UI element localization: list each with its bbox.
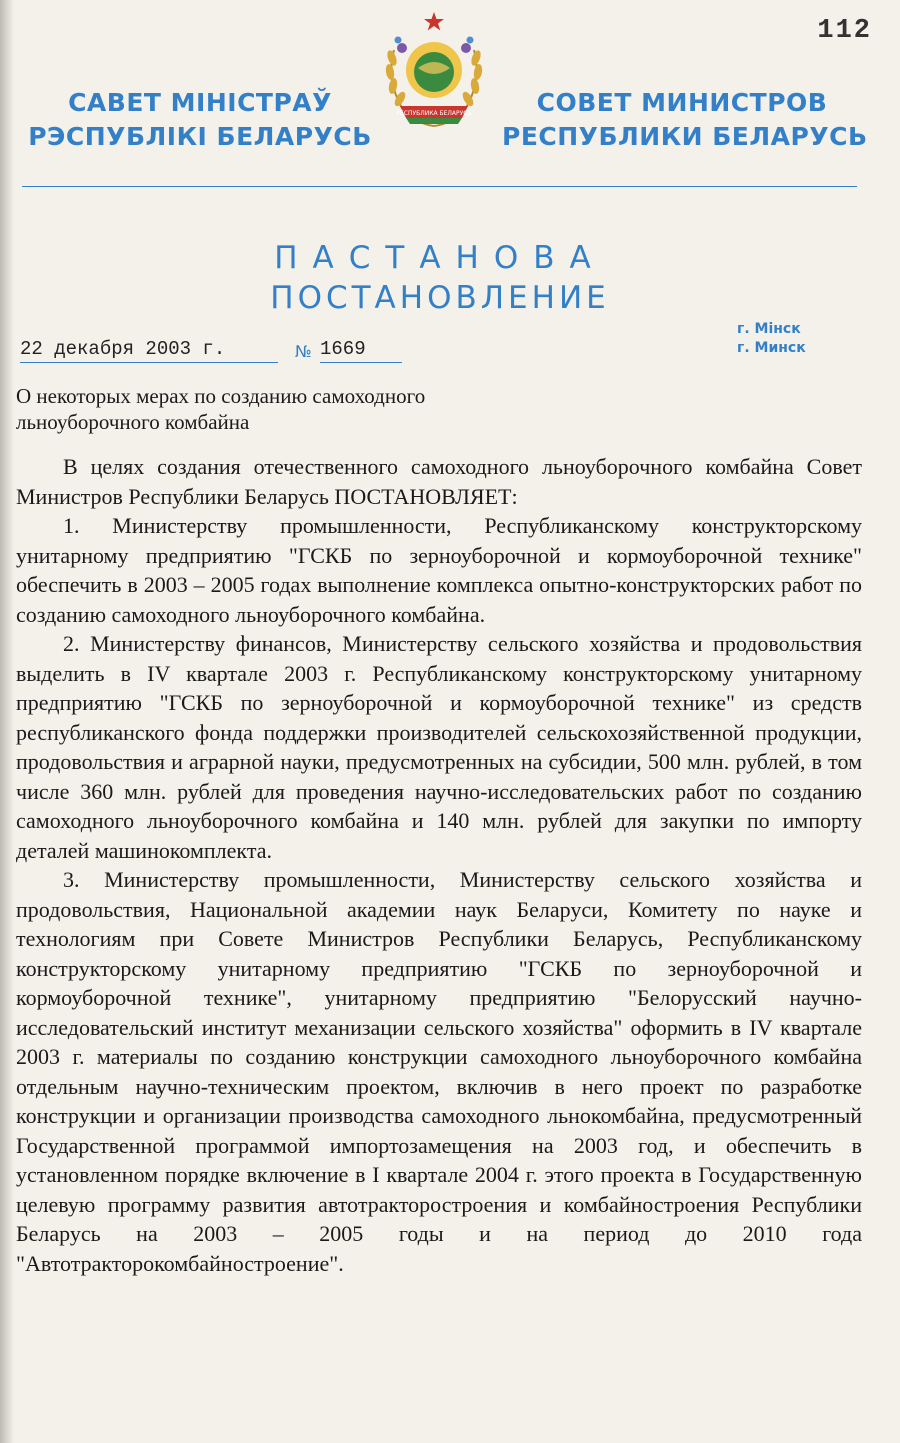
doc-type-belarusian: ПАСТАНОВА — [274, 240, 606, 276]
org-name-by-line-1: САВЕТ МІНІСТРАЎ — [68, 88, 332, 117]
city-russian: г. Минск — [737, 340, 806, 356]
emblem-ribbon-text: РЕСПУБЛИКА БЕЛАРУСЬ — [396, 110, 472, 117]
document-number: 1669 — [320, 338, 402, 363]
paragraph-item-3: 3. Министерству промышленности, Министерству сельского хозяйства и продовольствия, Национальной академии наук Беларуси, Комитету по науке и технологиям при Совете Министров Республики Беларусь, Республиканскому конструкторскому унитарному предприятию "ГСКБ по зерноуборочной и кормоуборочной технике", унитарному предприятию "Белорусский научно-исследовательский институт механизации сельского хозяйства" оформить в IV квартале 2003 г. материалы по созданию конструкции самоходного льноуборочного комбайна отдельным научно-техническим проектом, включив в него проект по разработке конструкции и организации производства самоходного льнокомбайна, предусмотренный Государственной программой импортозамещения на 2003 год, и обеспечить в установленном порядке включение в I квартале 2004 г. этого проекта в Государственную целевую программу развития автотракторостроения и комбайностроения Республики Беларусь на 2003 – 2005 годы и на период до 2010 года "Автотракторокомбайностроение". — [16, 867, 862, 1276]
org-name-by-line-2: РЭСПУБЛІКІ БЕЛАРУСЬ — [28, 122, 372, 151]
number-label: № — [295, 342, 312, 361]
document-date: 22 декабря 2003 г. — [20, 338, 278, 363]
document-type — [240, 238, 640, 318]
subject-line-2: льноуборочного комбайна — [16, 410, 250, 434]
paragraph-item-2: 2. Министерству финансов, Министерству сельского хозяйства и продовольствия выделить в IV квартале 2003 г. Республиканскому конструкторскому унитарному предприятию "ГСКБ по зерноуборочной и кормоуборочной технике" из средств республиканского фонда поддержки производителей сельскохозяйственной продукции, продовольствия и аграрной науки, предусмотренных на субсидии, 500 млн. рублей, в том числе 360 млн. рублей для проведения научно-исследовательских работ по созданию самоходного льноуборочного комбайна и 140 млн. рублей для закупки по импорту деталей машинокомплекта. — [16, 631, 862, 863]
city-belarusian: г. Мінск — [737, 321, 801, 337]
doc-type-russian: ПОСТАНОВЛЕНИЕ — [270, 280, 610, 316]
subject-line-1: О некоторых мерах по созданию самоходного — [16, 384, 426, 408]
org-name-ru-line-1: СОВЕТ МИНИСТРОВ — [536, 88, 828, 117]
header-divider — [22, 186, 857, 187]
document-subject — [16, 383, 576, 435]
document-body — [16, 452, 862, 1278]
org-name-russian — [502, 86, 868, 154]
paragraph-item-1: 1. Министерству промышленности, Республиканскому конструкторскому унитарному предприятию "ГСКБ по зерноуборочной и кормоуборочной технике" обеспечить в 2003 – 2005 годах выполнение комплекса опытно-конструкторских работ по созданию самоходного льноуборочного комбайна. — [16, 513, 862, 627]
paragraph-preamble: В целях создания отечественного самоходного льноуборочного комбайна Совет Министров Республики Беларусь ПОСТАНОВЛЯЕТ: — [16, 454, 862, 509]
org-name-belarusian — [20, 86, 380, 154]
state-emblem-icon — [372, 10, 496, 134]
city-block — [737, 320, 806, 358]
binding-shadow — [0, 0, 14, 1443]
org-name-ru-line-2: РЕСПУБЛИКИ БЕЛАРУСЬ — [502, 122, 868, 151]
page-number: 112 — [817, 16, 872, 46]
